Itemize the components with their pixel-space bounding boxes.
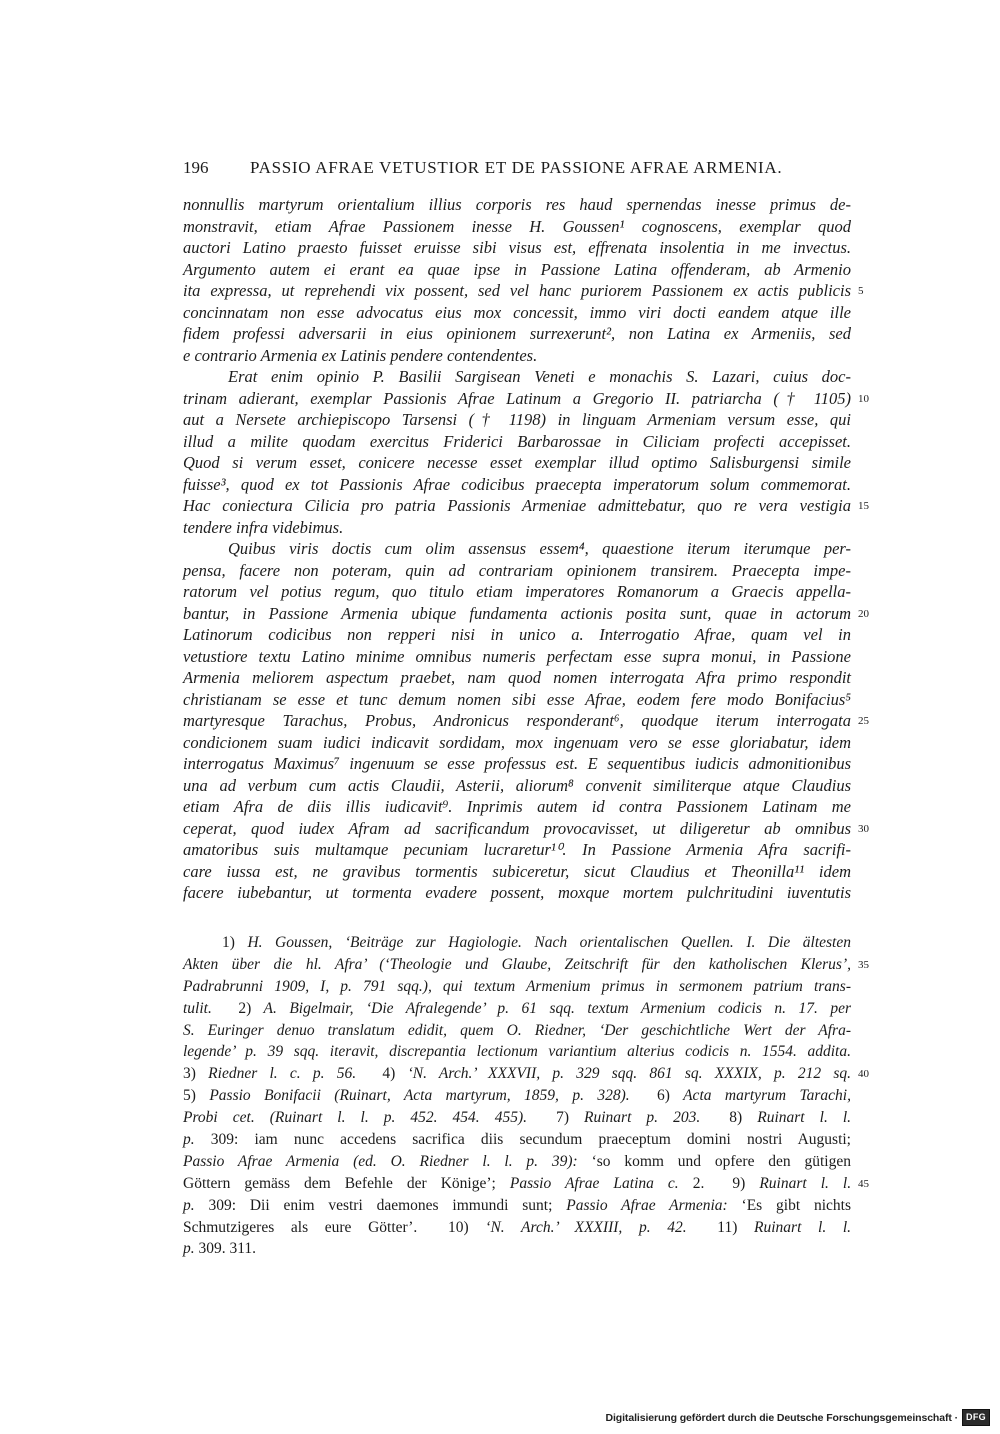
footnote-text: 309. 311. — [198, 1240, 257, 1258]
line-number: 5 — [858, 285, 864, 297]
text-line-content: trinam adierant, exemplar Passionis Afrae Latinum a Gregorio II. patriarcha († 1105) — [183, 388, 851, 408]
text-line-content: care iussa est, ne gravibus tormentis subiceretur, sicut Claudius et Theonilla¹¹ idem — [183, 861, 851, 881]
text-line — [183, 732, 851, 754]
footnote-line — [183, 1020, 851, 1042]
footnote-marker: 4) — [382, 1065, 396, 1083]
footnote-text: Riedner l. c. p. 56. — [208, 1065, 357, 1083]
footnote-text: Passio Afrae Latina c. — [509, 1174, 679, 1192]
text-line-content: e contrario Armenia ex Latinis pendere contendentes. — [183, 345, 538, 365]
footnote-text: A. Bigelmair, ‘Die Afralegende’ p. 61 sqq. textum Armenium codicis n. 17. per — [263, 999, 852, 1017]
text-line — [183, 581, 851, 603]
footnote-line — [183, 998, 851, 1020]
page-header — [183, 158, 851, 178]
text-line-content: christianam se esse et tunc demum nomen sibi esse Afrae, eodem fere modo Bonifacius⁵ — [183, 689, 851, 709]
main-text — [183, 194, 869, 904]
dfg-logo-icon: DFG — [962, 1409, 990, 1426]
text-line-content: bantur, in Passione Armenia ubique fundamenta actionis posita sunt, quae in actorum — [183, 603, 851, 623]
text-line — [183, 452, 851, 474]
footnote-line — [183, 1238, 851, 1260]
line-number: 10 — [858, 392, 869, 405]
footnote-text: p. — [183, 1196, 195, 1214]
footnote-marker: 10) — [447, 1218, 469, 1236]
text-line-content: monstravit, etiam Afrae Passionem inesse H. Goussen¹ cognoscens, exemplar quod — [183, 216, 851, 236]
footnote-line — [183, 1107, 851, 1129]
text-line-content: Quibus viris doctis cum olim assensus essem⁴, quaestione iterum iterumque per- — [228, 539, 851, 558]
footnote-line — [183, 1217, 851, 1239]
footnote-quotation: 309: Dii enim vestri daemones immundi sunt; — [208, 1196, 553, 1214]
footnotes — [183, 932, 869, 1260]
text-line-content: Erat enim opinio P. Basilii Sargisean Veneti e monachis S. Lazari, cuius doc- — [228, 367, 851, 386]
footnote-marker: 2) — [238, 999, 252, 1017]
text-line-content: Argumento autem ei erant ea quae ipse in Passione Latina offenderam, ab Armenio — [183, 259, 851, 279]
footnote-text: p. — [183, 1240, 195, 1258]
footnote-text: Acta martyrum Tarachi, — [683, 1087, 851, 1105]
text-line-content: interrogatus Maximus⁷ ingenuum se esse professus est. E sequentibus iudicis admonitionibus — [183, 754, 851, 773]
text-line — [183, 431, 851, 453]
footnote-quotation: Schmutzigeres als eure Götter’. — [183, 1218, 418, 1236]
footnote-text: Ruinart l. l. — [757, 1109, 852, 1127]
text-line — [183, 689, 851, 711]
footnote-text: Akten über die hl. Afra’ (‘Theologie und Glaube, Zeitschrift für den katholischen Klerus’, — [183, 955, 851, 973]
credit-text: Digitalisierung gefördert durch die Deutsche Forschungsgemeinschaft · — [605, 1411, 958, 1424]
footnote-line — [183, 1173, 869, 1195]
digitization-credit — [606, 1409, 991, 1426]
text-line — [183, 710, 869, 732]
text-line — [183, 302, 851, 324]
text-line-content: Quod si verum esset, conicere necesse esset exemplar illud optimo Salisburgensi simile — [183, 453, 851, 472]
text-line — [183, 861, 851, 883]
text-line — [183, 646, 851, 668]
text-line-content: nonnullis martyrum orientalium illius corporis res haud spernendas inesse primus de- — [183, 195, 851, 214]
text-line — [183, 194, 851, 216]
footnote-text: Probi cet. (Ruinart l. l. p. 452. 454. 455). — [183, 1109, 528, 1127]
text-line — [183, 882, 851, 904]
footnote-marker: 6) — [657, 1087, 670, 1105]
text-line-content: aut a Nersete archiepiscopo Tarsensi († 1198) in linguam Armeniam versum esse, qui — [183, 410, 851, 429]
footnote-text: Padrabrunni 1909, I, p. 791 sqq.), qui textum Armenium primus in sermonem patrium trans- — [183, 977, 851, 995]
text-line — [183, 323, 851, 345]
footnote-quotation: ‘Es gibt nichts — [741, 1196, 852, 1214]
footnote-marker: 5) — [183, 1087, 196, 1105]
text-line-content: vetustiore textu Latino minime omnibus numeris perfectam esse supra monui, in Passione — [183, 646, 851, 666]
text-line-content: ratorum vel potius regum, quo titulo etiam imperatores Romanorum a Graecis appella- — [183, 582, 851, 601]
text-line — [183, 667, 851, 689]
text-line-content: amatoribus suis multamque pecuniam lucraretur¹⁰. In Passione Armenia Afra sacrifi- — [183, 840, 851, 859]
text-line-content: ita expressa, ut reprehendi vix possent, sed vel hanc puriorem Passionem ex actis publicis — [183, 281, 851, 300]
footnote-line — [183, 932, 851, 954]
text-line — [183, 216, 851, 238]
footnote-text: Passio Bonifacii (Ruinart, Acta martyrum, 1859, p. 328). — [209, 1087, 630, 1105]
footnote-line — [183, 1151, 851, 1173]
footnote-quotation: ‘so komm und opfere den gütigen — [591, 1152, 851, 1170]
footnote-text: Ruinart l. l. — [754, 1218, 852, 1236]
text-line-content: fidem professi adversarii in eius opinionem surrexerunt², non Latina ex Armeniis, sed — [183, 324, 851, 343]
footnote-line — [183, 1085, 851, 1107]
footnote-text: legende’ p. 39 sqq. iteravit, discrepantia lectionum variantium alterius codicis n. 1554. addita. — [183, 1043, 851, 1061]
text-line-content: illud a milite quodam exercitus Friderici Barbarossae in Ciliciam profecti accepisset. — [183, 431, 851, 451]
text-line — [183, 495, 869, 517]
footnote-line — [183, 976, 851, 998]
text-line-content: pensa, facere non poteram, quin ad contrariam opinionem transirem. Praecepta impe- — [183, 560, 851, 580]
footnote-text: H. Goussen, ‘Beiträge zur Hagiologie. Nach orientalischen Quellen. I. Die ältesten — [247, 934, 851, 951]
footnote-marker: 8) — [729, 1109, 743, 1127]
footnote-line — [183, 1129, 851, 1151]
text-line — [183, 388, 869, 410]
text-line — [183, 624, 851, 646]
text-line — [183, 280, 864, 302]
text-line-content: tendere infra videbimus. — [183, 517, 344, 537]
text-line-content: ceperat, quod iudex Afram ad sacrificandum provocavisset, ut diligeretur ab omnibus — [183, 818, 851, 838]
text-line-content: Latinorum codicibus non repperi nisi in unico a. Interrogatio Afrae, quam vel in — [183, 625, 851, 644]
footnote-marker: 7) — [556, 1109, 569, 1127]
text-line — [183, 409, 851, 431]
footnote-line — [183, 1195, 851, 1217]
text-line-content: fuisse³, quod ex tot Passionis Afrae codicibus praecepta imperatorum solum commemorat. — [183, 474, 851, 494]
text-line — [183, 753, 851, 775]
line-number: 30 — [858, 822, 869, 835]
text-line — [183, 560, 851, 582]
footnote-marker: 1) — [222, 934, 235, 951]
footnote-text: tulit. — [183, 999, 212, 1017]
line-number: 20 — [858, 607, 869, 620]
text-line — [183, 818, 869, 840]
text-line-content: una ad verbum cum actis Claudii, Asterii, aliorum⁸ convenit similiterque atque Claudius — [183, 775, 851, 795]
footnote-text: Passio Afrae Armenia: — [566, 1196, 728, 1214]
text-line — [183, 538, 851, 560]
text-line-content: etiam Afra de diis illis iudicavit⁹. Inprimis autem id contra Passionem Latinam me — [183, 797, 851, 816]
text-line — [183, 775, 851, 797]
line-number: 25 — [858, 715, 869, 727]
text-line-content: Armenia meliorem aspectum praebet, nam quod nomen interrogata Afra primo respondit — [183, 668, 851, 687]
line-number: 45 — [858, 1177, 869, 1190]
footnote-text: ‘N. Arch.’ XXXIII, p. 42. — [485, 1218, 687, 1236]
text-line-content: auctori Latino praesto fuisset eruisse sibi visus est, effrenata insolentia in me invectus. — [183, 238, 851, 257]
text-line — [183, 345, 851, 367]
footnote-text: Passio Afrae Armenia (ed. O. Riedner l. l. p. 39): — [183, 1152, 578, 1170]
footnote-text: Ruinart p. 203. — [584, 1109, 701, 1127]
running-head: PASSIO AFRAE VETUSTIOR ET DE PASSIONE AFRAE ARMENIA. — [250, 158, 783, 177]
text-line — [183, 366, 851, 388]
footnote-line — [183, 1063, 869, 1085]
text-line — [183, 474, 851, 496]
footnote-line — [183, 954, 869, 976]
footnote-quotation: 309: iam nunc accedens sacrifica diis secundum praeceptum domini nostri Augusti; — [210, 1131, 851, 1149]
text-line — [183, 796, 851, 818]
footnote-marker: 3) — [183, 1065, 196, 1083]
footnote-text: S. Euringer denuo translatum edidit, quem O. Riedner, ‘Der geschichtliche Wert der Afra- — [183, 1021, 851, 1039]
text-line — [183, 237, 851, 259]
text-line — [183, 603, 869, 625]
footnote-text: p. — [183, 1131, 195, 1149]
text-line — [183, 259, 851, 281]
line-number: 40 — [858, 1068, 869, 1081]
text-line-content: concinnatam non esse advocatus eius mox concessit, immo viri docti eandem atque ille — [183, 302, 851, 322]
footnote-line — [183, 1041, 851, 1063]
footnote-quotation: Göttern gemäss dem Befehle der Könige’; — [183, 1174, 496, 1192]
footnote-text: 2. — [692, 1174, 705, 1192]
line-number: 35 — [858, 958, 869, 971]
text-line-content: martyresque Tarachus, Probus, Andronicus responderant⁶, quodque iterum interrogata — [183, 711, 851, 730]
footnote-marker: 11) — [717, 1218, 738, 1236]
text-line-content: facere iubebantur, ut tormenta evadere possent, moxque mortem pulchritudini iuventutis — [183, 883, 851, 902]
text-line-content: condicionem suam iudici indicavit sordidam, mox ingenuam vero se esse gloriabatur, idem — [183, 732, 851, 752]
page-number: 196 — [183, 158, 209, 177]
footnote-marker: 9) — [732, 1174, 746, 1192]
text-line-content: Hac coniectura Cilicia pro patria Passionis Armeniae admittebatur, quo re vera vestigia — [183, 496, 851, 515]
text-line — [183, 517, 851, 539]
line-number: 15 — [858, 500, 869, 512]
footnote-text: Ruinart l. l. — [759, 1174, 852, 1192]
text-line — [183, 839, 851, 861]
footnote-text: ‘N. Arch.’ XXXVII, p. 329 sqq. 861 sq. XXXIX, p. 212 sq. — [407, 1065, 851, 1083]
